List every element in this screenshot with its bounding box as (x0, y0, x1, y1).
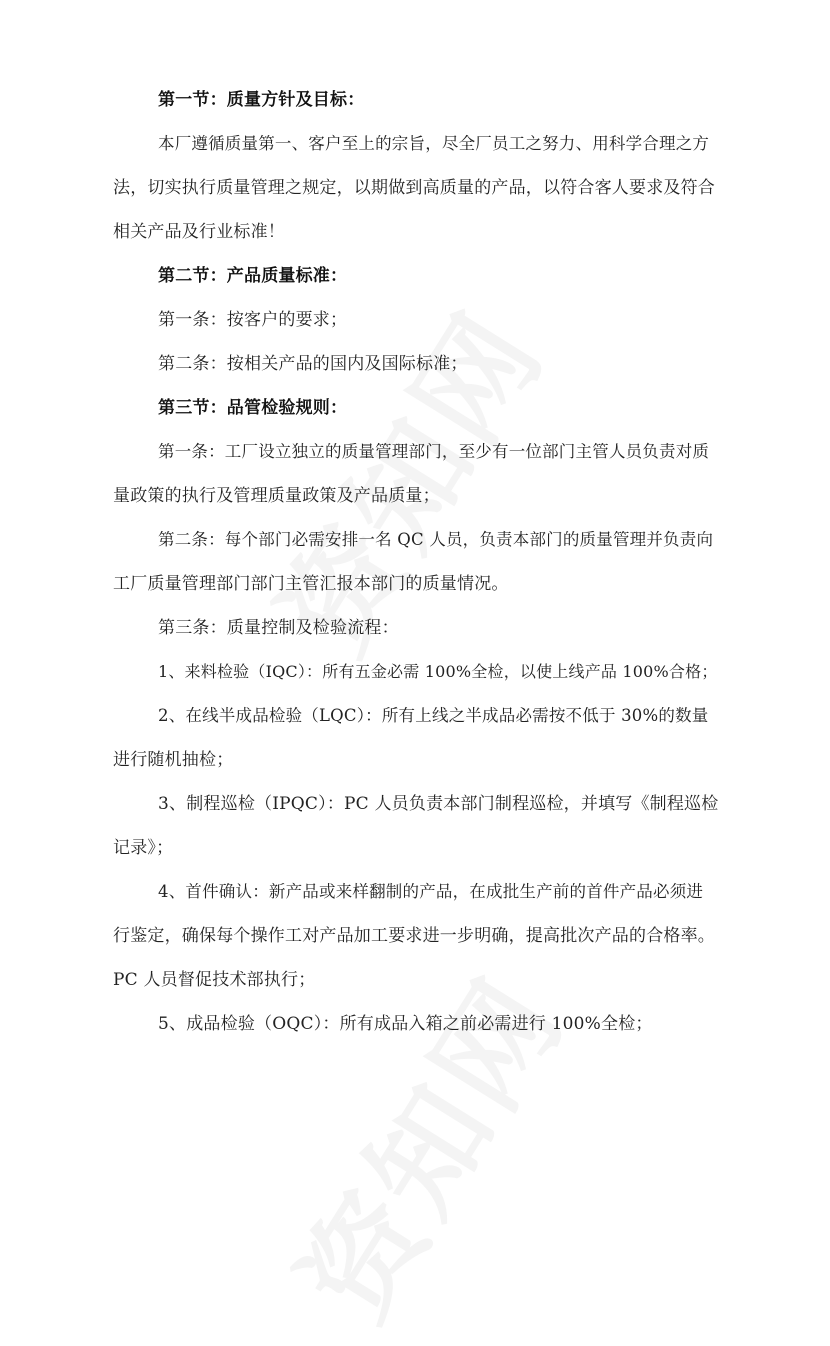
paragraph-line: 第一条：按客户的要求； (158, 310, 348, 330)
list-item-line: 2、在线半成品检验（LQC）：所有上线之半成品必需按不低于 30%的数量 (158, 706, 709, 725)
list-item-line: 行鉴定，确保每个操作工对产品加工要求进一步明确，提高批次产品的合格率。 (113, 926, 715, 946)
paragraph-line: 本厂遵循质量第一、客户至上的宗旨，尽全厂员工之努力、用科学合理之方 (158, 134, 710, 153)
paragraph-line: 相关产品及行业标准！ (113, 222, 285, 242)
list-item-line: 5、成品检验（OQC）：所有成品入箱之前必需进行 100%全检； (158, 1014, 653, 1034)
list-item-line: 4、首件确认：新产品或来样翻制的产品，在成批生产前的首件产品必须进 (158, 882, 704, 901)
paragraph-line: 第三条：质量控制及检验流程： (158, 618, 399, 638)
section-heading: 第一节：质量方针及目标： (158, 90, 365, 110)
list-item-line: PC 人员督促技术部执行； (113, 970, 316, 990)
paragraph-line: 量政策的执行及管理质量政策及产品质量； (113, 486, 440, 506)
watermark (253, 940, 594, 1346)
paragraph-line: 法，切实执行质量管理之规定，以期做到高质量的产品，以符合客人要求及符合 (113, 178, 715, 198)
paragraph-line: 第二条：按相关产品的国内及国际标准； (158, 354, 468, 374)
section-heading: 第三节：品管检验规则： (158, 398, 348, 418)
paragraph-line: 工厂质量管理部门部门主管汇报本部门的质量情况。 (113, 574, 509, 594)
list-item-line: 1、来料检验（IQC）：所有五金必需 100%全检，以使上线产品 100%合格； (158, 662, 718, 681)
list-item-line: 进行随机抽检； (113, 750, 234, 770)
list-item-line: 3、制程巡检（IPQC）：PC 人员负责本部门制程巡检，并填写《制程巡检 (158, 794, 719, 814)
paragraph-line: 第二条：每个部门必需安排一名 QC 人员，负责本部门的质量管理并负责向 (158, 530, 714, 549)
paragraph-line: 第一条：工厂设立独立的质量管理部门，至少有一位部门主管人员负责对质 (158, 442, 710, 461)
list-item-line: 记录》； (113, 838, 174, 858)
section-heading: 第二节：产品质量标准： (158, 266, 348, 286)
